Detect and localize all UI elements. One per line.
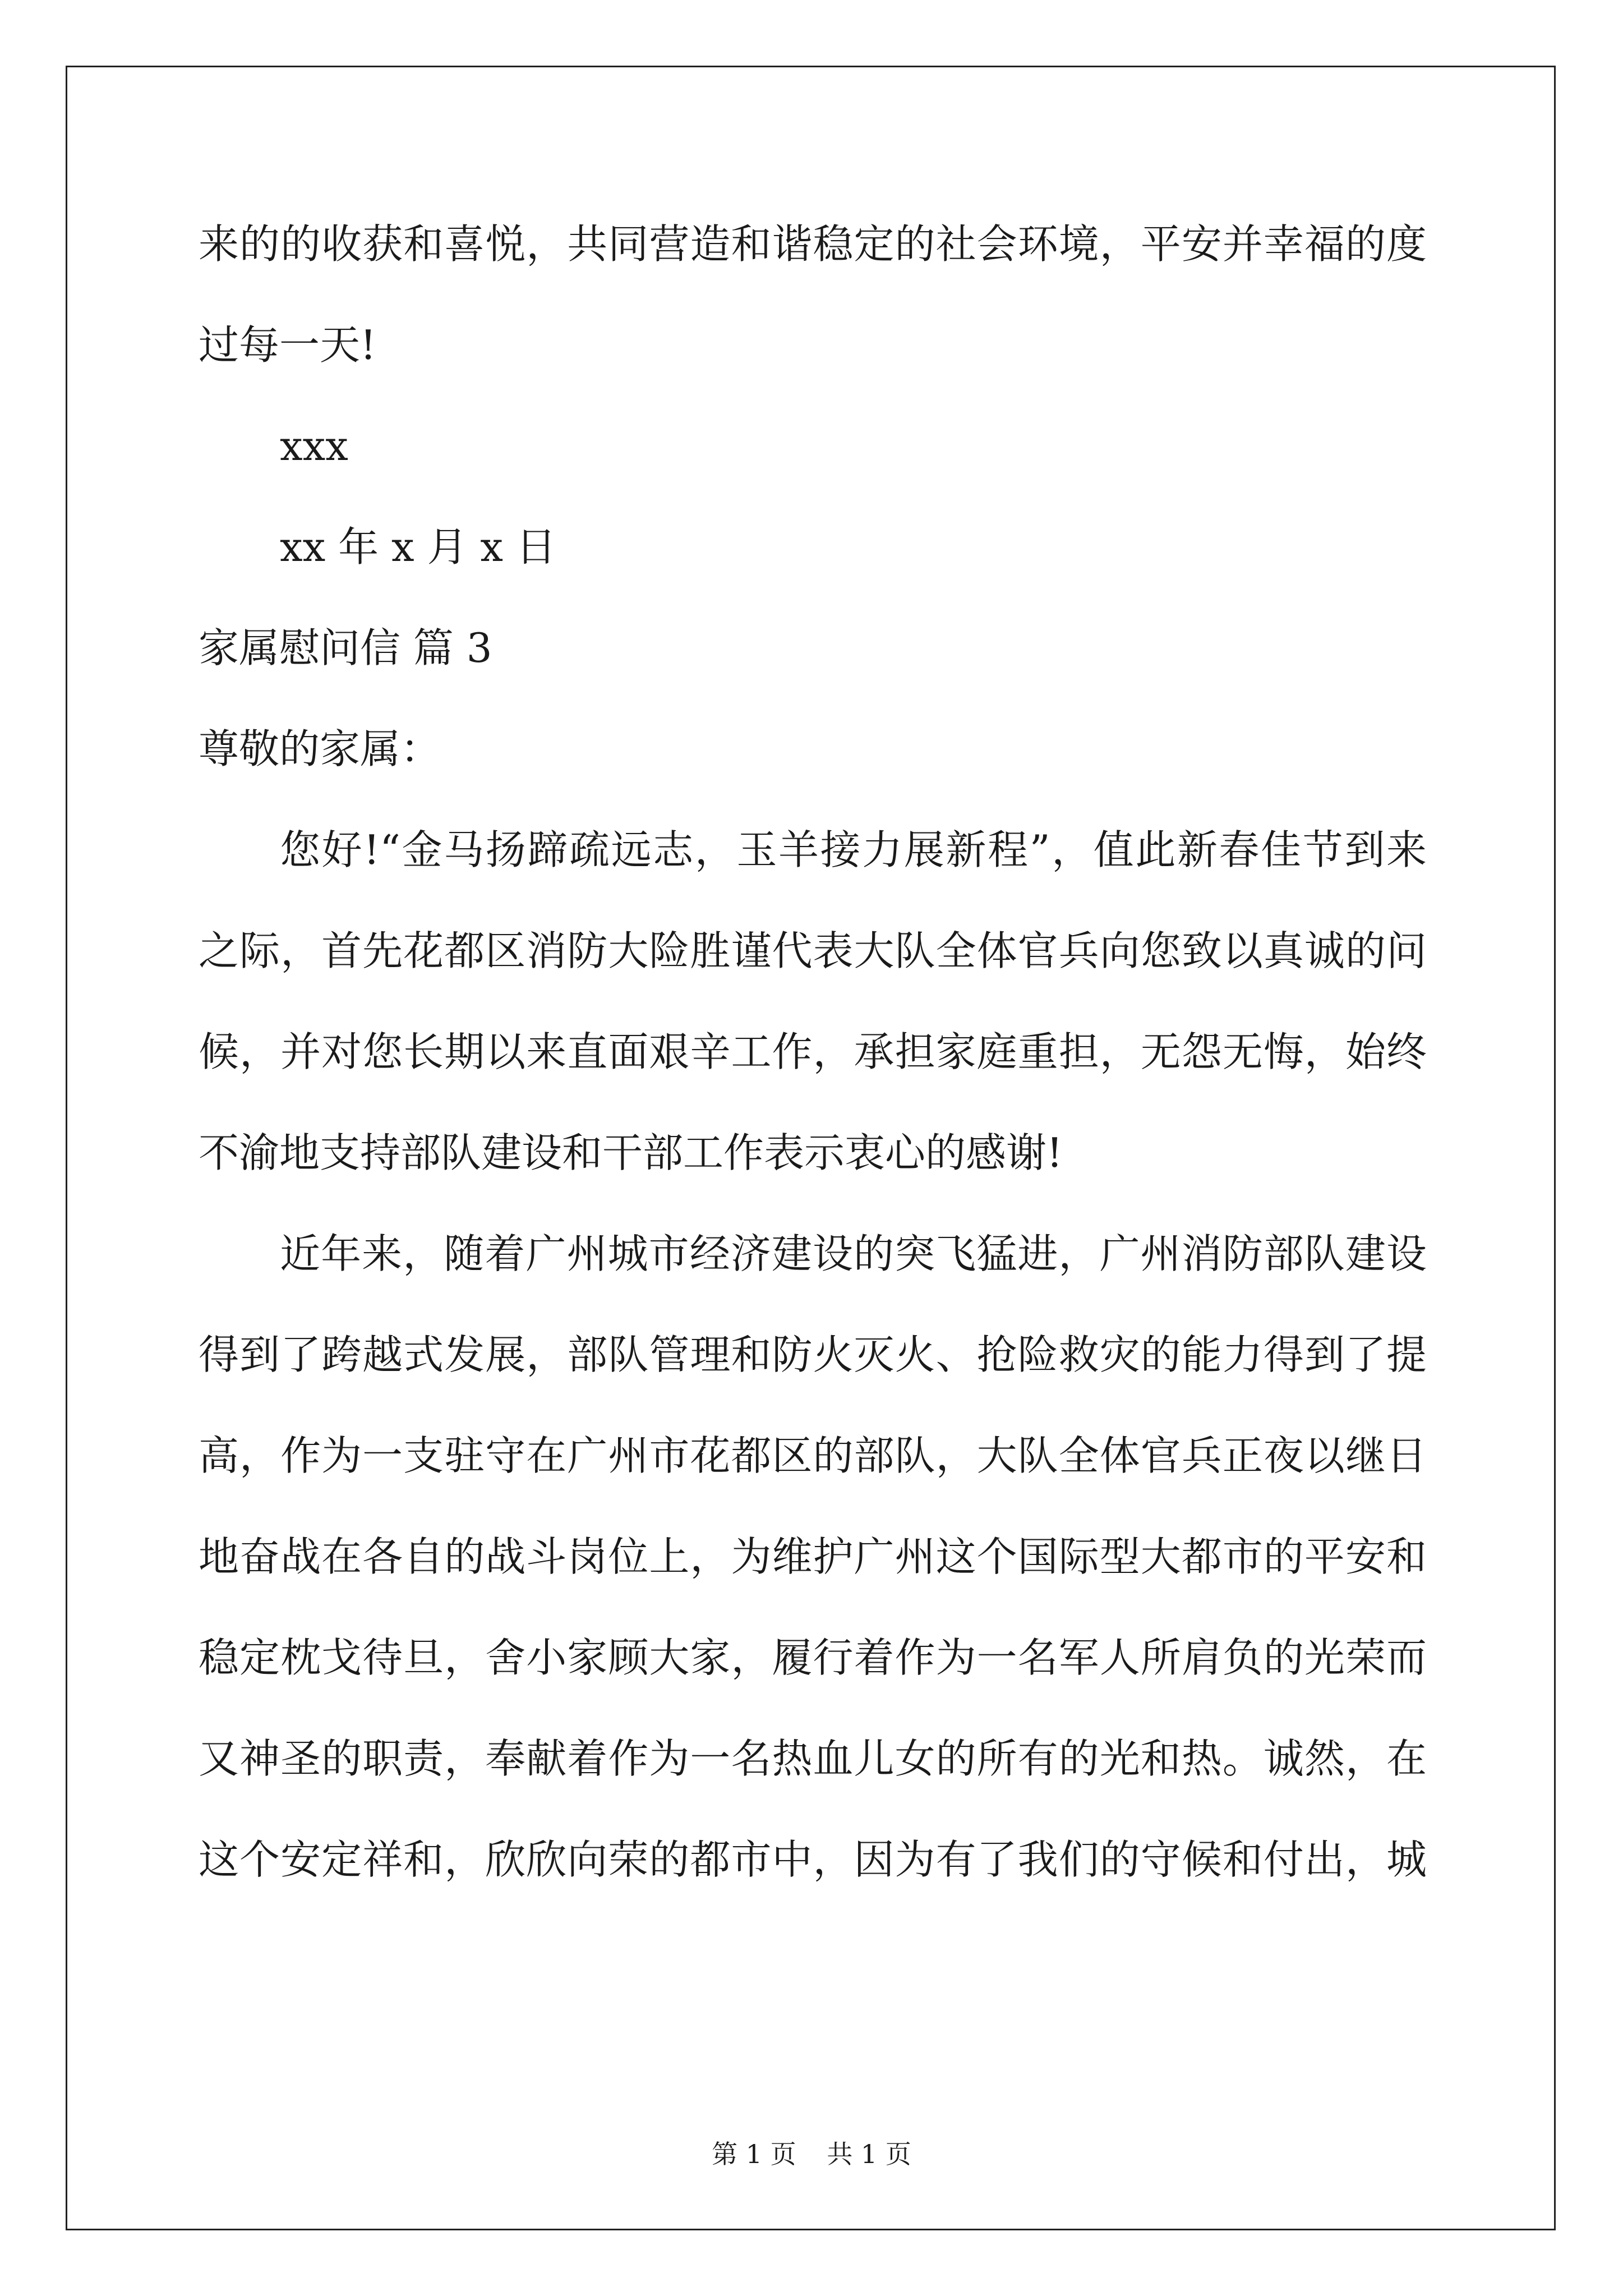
text-line: 候，并对您长期以来直面艰辛工作，承担家庭重担，无怨无悔，始终 bbox=[199, 1028, 1427, 1075]
signature: xxx bbox=[280, 422, 348, 470]
text-line: 过每一天! bbox=[199, 321, 376, 369]
salutation: 尊敬的家属： bbox=[199, 725, 441, 772]
text-line: 这个安定祥和，欣欣向荣的都市中，因为有了我们的守候和付出，城 bbox=[199, 1836, 1427, 1883]
text-line: 之际，首先花都区消防大险胜谨代表大队全体官兵向您致以真诚的问 bbox=[199, 927, 1427, 974]
page-footer bbox=[0, 2137, 1623, 2171]
text-line: 得到了跨越式发展，部队管理和防火灭火、抢险救灾的能力得到了提 bbox=[199, 1331, 1427, 1378]
text-line: 高，作为一支驻守在广州市花都区的部队，大队全体官兵正夜以继日 bbox=[199, 1432, 1427, 1479]
text-line: 不渝地支持部队建设和干部工作表示衷心的感谢! bbox=[199, 1129, 1063, 1176]
text-line: 又神圣的职责，奉献着作为一名热血儿女的所有的光和热。诚然，在 bbox=[199, 1735, 1427, 1782]
date-line: xx 年 x 月 x 日 bbox=[280, 523, 556, 570]
text-line: 近年来，随着广州城市经济建设的突飞猛进，广州消防部队建设 bbox=[280, 1230, 1427, 1277]
page-total: 共 1 页 bbox=[827, 2139, 911, 2169]
text-line: 稳定枕戈待旦，舍小家顾大家，履行着作为一名军人所肩负的光荣而 bbox=[199, 1634, 1427, 1681]
text-line: 来的的收获和喜悦，共同营造和谐稳定的社会环境，平安并幸福的度 bbox=[199, 220, 1427, 268]
page-number: 第 1 页 bbox=[712, 2139, 796, 2169]
text-line: 地奋战在各自的战斗岗位上，为维护广州这个国际型大都市的平安和 bbox=[199, 1533, 1427, 1580]
text-line: 您好!“金马扬蹄疏远志，玉羊接力展新程”，值此新春佳节到来 bbox=[280, 826, 1427, 873]
section-heading: 家属慰问信 篇 3 bbox=[199, 624, 492, 671]
